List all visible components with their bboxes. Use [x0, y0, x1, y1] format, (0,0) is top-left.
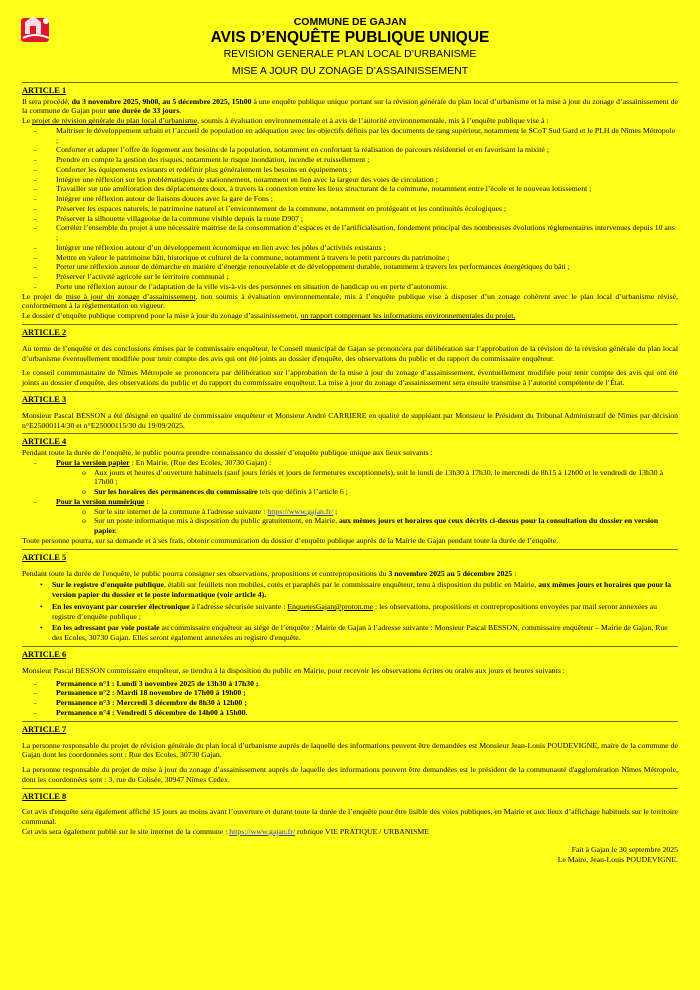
- list-item: • En les adressant par voie postale au commissaire enquêteur au siège de l’enquête : Mairie de Gajan à l’adresse suivante : Monsieur Pascal BESSON, commissaire enquêteur – Mairie de Gajan, Rue des Ecoles, 30730 Gajan. Elles seront également annexées au registre d'enquête.: [40, 623, 668, 643]
- list-item: - Porter une réflexion autour de démarche en matière d’énergie renouvelable et de développement durable, notamment à travers les performances énergétiques du bâti ;: [34, 262, 570, 272]
- list-item: - Permanence n°1 : Lundi 3 novembre 2025 de 13h30 à 17h30 ;: [34, 678, 259, 688]
- list-item: - Prendre en compte la gestion des risques, notamment le risque inondation, incendie et ruissellement ;: [34, 155, 370, 165]
- list-item: - Maitriser le développement urbain et l’accueil de population en adéquation avec les objectifs définis par les documents de rang supérieur, notamment le SCoT Sud Gard et le PLH de Nîmes Métropole ;: [34, 125, 676, 145]
- consultation-places-list: [22, 458, 678, 468]
- notice-header: [22, 16, 678, 79]
- list-item: o Sur un poste informatique mis à disposition du public gratuitement, en Mairie, aux mêmes jours et horaires que ceux décrits ci-dessus pour la consultation du dossier en version papier.: [82, 516, 659, 536]
- list-item: o Aux jours et heures d’ouverture habituels (sauf jours fériés et jours de fermetures exceptionnels), soit le lundi de 13h30 à 17h30, le mercredi de 8h15 à 12h00 et le vendredi de 13h30 à 17h00 ;: [82, 467, 664, 487]
- article-1-dossier: Le dossier d’enquête publique comprend pour la mise à jour du zonage d’assainissement, un rapport comprenant les informations environnementales du projet.: [22, 311, 516, 321]
- signature-mayor: Le Maire, Jean-Louis POUDEVIGNE.: [557, 855, 678, 865]
- article-2-paragraph-1: Au terme de l’enquête et des conclusions émises par le commissaire enquêteur, le Conseil municipal de Gajan se prononcera par délibération sur l’approbation de la révision de la révision générale du plan local d’urbanisme éventuellement modifiée pour tenir compte des avis qui ont été joints au dossier d'enquête, des observations du public et du rapport du commissaire enquêteur.: [22, 343, 678, 363]
- list-item-digital: - Pour la version numérique :: [34, 496, 149, 506]
- article-8-paragraph-1: Cet avis d'enquête sera également affiché 15 jours au moins avant l’ouverture et durant toute la durée de l’enquête pour être lisible des voies publiques, en Mairie et aux lieux d’affichage habituels sur le territoire communal.: [22, 807, 678, 827]
- list-item: - Travailler sur une amélioration des déplacements doux, à travers la connexion entre les lieux structurant de la commune, notamment entre l’école et le nouveau lotissement ;: [34, 184, 592, 194]
- signature-block: [22, 845, 678, 866]
- article-4-outro: Toute personne pourra, sur sa demande et à ses frais, obtenir communication du dossier d’enquête publique auprès de la Mairie de Gajan pendant toute la durée de l’enquête.: [22, 535, 559, 545]
- gajan-website-link[interactable]: https://www.gajan.fr/: [229, 826, 296, 836]
- article-1-zonage: Le projet de mise à jour du zonage d’assainissement, non soumis à évaluation environnementale, mis à l’enquête publique vise à disposer d’un zonage cohérent avec le plan local d’urbanisme révisé, conformément à la règlementation en vigueur.: [22, 291, 678, 311]
- list-item: - Préserver la silhouette villageoise de la commune visible depuis la route D907 ;: [34, 213, 304, 223]
- enquete-email-link[interactable]: EnquetesGajan@proton.me: [287, 601, 374, 611]
- list-item: - Intégrer une réflexion autour d’un développement économique en lien avec les pôles d’activités existants ;: [34, 242, 386, 252]
- notice-subtitle-assainissement: MISE A JOUR DU ZONAGE D’ASSAINISSEMENT: [231, 64, 469, 77]
- article-4-title: ARTICLE 4: [22, 437, 67, 447]
- permanences-list: [22, 679, 678, 718]
- list-item: - Conforter et adapter l’offre de logement aux besoins de la population, notamment en confortant la réalisation de parcours résidentiel et en favorisant la mixité ;: [34, 145, 549, 155]
- list-item: o Sur les horaires des permanences du commissaire tels que définis à l’article 6 ;: [82, 487, 348, 497]
- list-item: • Sur le registre d'enquête publique, établi sur feuillets non mobiles, cotés et paraphés par le commissaire enquêteur, tenu à disposition du public en Mairie, aux mêmes jours et horaires que pour la version papier du dossier et le poste informatique (voir article 4).: [40, 580, 672, 600]
- notice-title: AVIS D’ENQUÊTE PUBLIQUE UNIQUE: [210, 29, 490, 47]
- list-item: - Préserver les espaces naturels, le patrimoine naturel et l’environnement de la commune, notamment en protégeant et les continuités écologiques ;: [34, 203, 506, 213]
- list-item-paper: - Pour la version papier : En Mairie, (Rue des Ecoles, 30730 Gajan) :: [34, 457, 272, 467]
- article-5-title: ARTICLE 5: [22, 552, 67, 562]
- article-7-title: ARTICLE 7: [22, 724, 67, 734]
- divider: [22, 391, 678, 392]
- article-2-title: ARTICLE 2: [22, 327, 67, 337]
- list-item: - Corréler l’ensemble du projet à une nécessaire maitrise de la consommation d’espaces et de l’artificialisation, fondement principal des nombreuses évolutions règlementaires intervenues depuis 10 ans ;: [34, 223, 675, 243]
- divider: [22, 549, 678, 550]
- divider: [22, 82, 678, 83]
- list-item: - Permanence n°4 : Vendredi 5 décembre de 14h00 à 15h00.: [34, 707, 248, 717]
- gajan-logo-icon: [19, 12, 55, 46]
- divider: [22, 324, 678, 325]
- divider: [22, 721, 678, 722]
- notice-subtitle-plu: REVISION GENERALE PLAN LOCAL D’URBANISME: [223, 48, 477, 61]
- list-item: - Mettre en valeur le patrimoine bâti, historique et culturel de la commune, notamment à travers le petit parcours du patrimoine ;: [34, 252, 450, 262]
- digital-version-list: [82, 507, 678, 536]
- article-1-plu-lead: Le projet de révision générale du plan local d’urbanisme, soumis à évaluation environnementale et à avis de l’autorité environnementale, mis à l’enquête publique vise à :: [22, 116, 549, 126]
- list-item: - Préserver l’activité agricole sur le territoire communal ;: [34, 272, 229, 282]
- article-1-intro: Il sera procédé, du 3 novembre 2025, 9h00, au 5 décembre 2025, 15h00 à une enquête publique unique portant sur la révision générale du plan local d’urbanisme et la mise à jour du zonage d’assainissement de la commune de Gajan pour une durée de 33 jours.: [22, 96, 678, 116]
- paper-version-list: [82, 468, 678, 497]
- consultation-digital-list: [22, 497, 678, 507]
- article-3-title: ARTICLE 3: [22, 394, 67, 404]
- gajan-website-link[interactable]: https://www.gajan.fr/: [267, 506, 334, 516]
- article-7-paragraph-2: La personne responsable du projet de mise à jour du zonage d’assainissement auprès de laquelle des informations peuvent être demandées est le président de la communauté d'agglomération Nîmes Métropole, dont les coordonnées sont : 3, rue du Colisée, 30947 Nîmes Cedex.: [22, 765, 678, 784]
- article-7-paragraph-1: La personne responsable du projet de révision générale du plan local d’urbanisme auprès de laquelle des informations peuvent être demandées est Monsieur Jean-Louis POUDEVIGNE, maire de la commune de Gajan dont les coordonnées sont : Rue des Ecoles, 30730 Gajan.: [22, 740, 678, 760]
- list-item: - Conforter les équipements existants et redéfinir plus généralement les besoins en équipements ;: [34, 164, 352, 174]
- article-6-title: ARTICLE 6: [22, 649, 67, 659]
- divider: [22, 433, 678, 434]
- list-item: - Permanence n°3 : Mercredi 3 décembre de 8h30 à 12h00 ;: [34, 698, 247, 708]
- list-item: - Permanence n°2 : Mardi 18 novembre de 17h00 à 19h00 ;: [34, 688, 246, 698]
- article-3-paragraph: Monsieur Pascal BESSON a été désigné en qualité de commissaire enquêteur et Monsieur André CARRIERE en qualité de suppléant par Monsieur le Président du Tribunal Administratif de Nîmes par décision n°E25000114/30 et n°E25000115/30 du 19/09/2025.: [22, 410, 678, 430]
- divider: [22, 788, 678, 789]
- article-1-title: ARTICLE 1: [22, 85, 67, 95]
- observation-methods-list: [38, 580, 678, 643]
- article-2-paragraph-2: Le conseil communautaire de Nîmes Métropole se prononcera par délibération sur l’approbation de la mise à jour du zonage d’assainissement, éventuellement modifiée pour tenir compte des avis qui ont été joints au dossier d'enquête, des observations du public et du rapport du commissaire enquêteur. La mise à jour du zonage d’assainissement sera ensuite transmise à l’autorité compétente de l’État.: [22, 368, 678, 388]
- list-item: - Intégrer une réflexion autour de liaisons douces avec la gare de Fons ;: [34, 194, 273, 204]
- plu-objectives-list: [22, 126, 678, 292]
- article-8-paragraph-2: Cet avis sera également publié sur le site internet de la commune : https://www.gajan.fr/ rubrique VIE PRATIQUE / URBANISME: [22, 826, 430, 836]
- list-item: - Intégrer une réflexion sur les problématiques de stationnement, notamment en lien avec la largeur des voies de circulation ;: [34, 174, 438, 184]
- article-8-title: ARTICLE 8: [22, 791, 67, 801]
- divider: [22, 646, 678, 647]
- list-item: • En les envoyant par courrier électronique à l'adresse sécurisée suivante : EnquetesGajan@proton.me : les observations, propositions et contrepropositions envoyées par mail seront annexées au registre d’enquête publique ;: [40, 601, 657, 621]
- list-item: o Sur le site internet de la commune à l'adresse suivante : https://www.gajan.fr/ ;: [82, 506, 338, 516]
- article-4-intro: Pendant toute la durée de l’enquête, le public pourra prendre connaissance du dossier d’enquête publique unique aux lieux suivants :: [22, 448, 433, 458]
- article-5-intro: Pendant toute la durée de l'enquête, le public pourra consigner ses observations, propositions et contrepropositions du 3 novembre 2025 au 5 décembre 2025 :: [22, 568, 517, 578]
- list-item: - Porte une réflexion autour de l’adaptation de la ville vis-à-vis des personnes en situation de handicap ou en perte d’autonomie.: [34, 281, 449, 291]
- article-6-intro: Monsieur Pascal BESSON commissaire enquêteur, se tiendra à la disposition du public en Mairie, pour recevoir les observations écrites ou orales aux jours et heures suivants :: [22, 665, 565, 675]
- signature-date: Fait à Gajan le 30 septembre 2025: [571, 844, 678, 854]
- commune-name: COMMUNE DE GAJAN: [293, 16, 407, 28]
